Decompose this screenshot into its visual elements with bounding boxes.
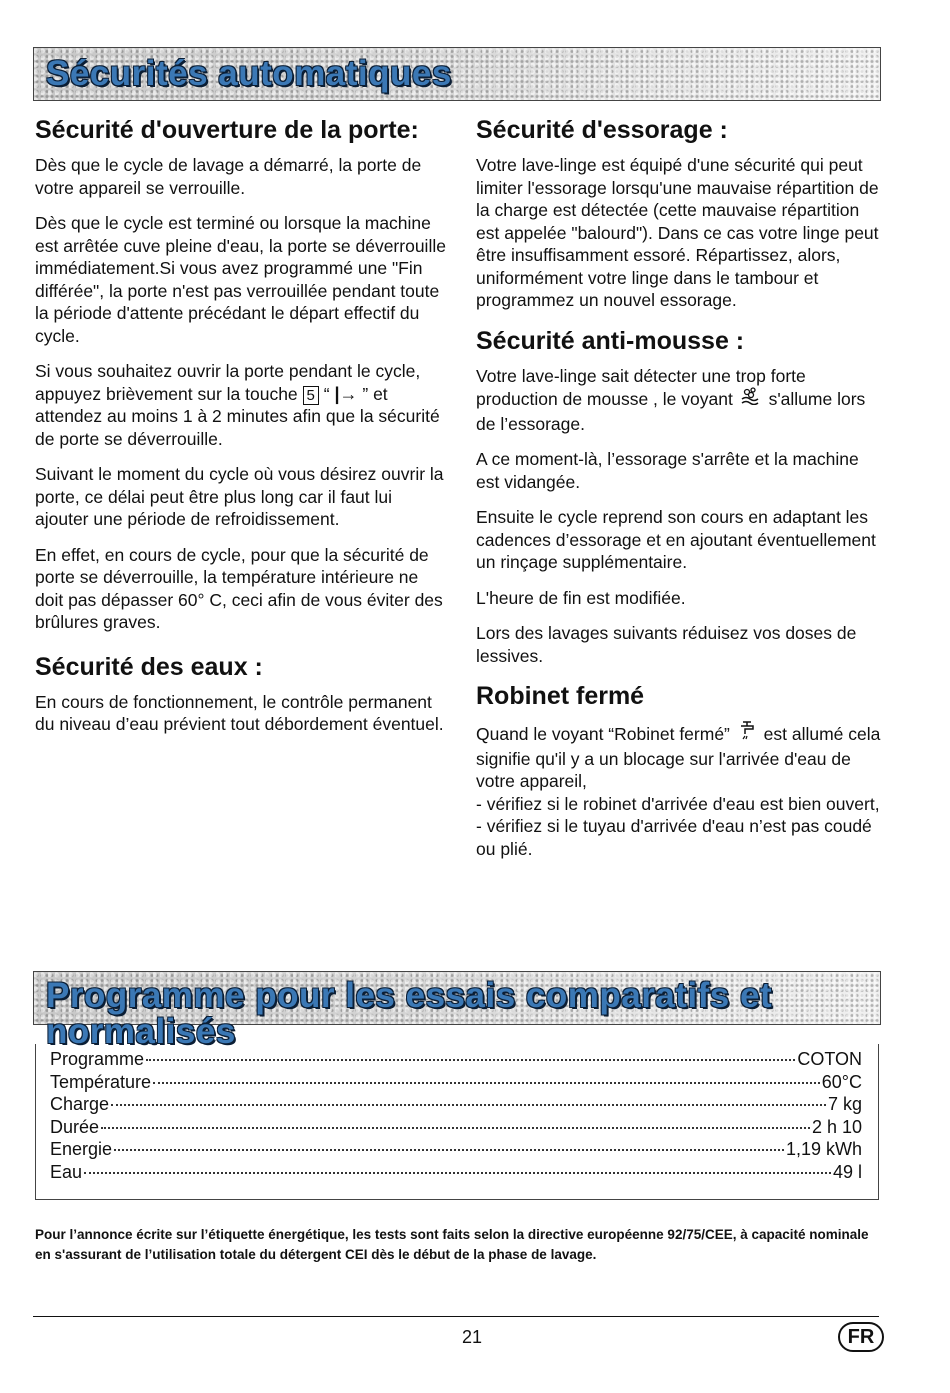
key-5-icon: 5 (303, 386, 319, 405)
section-banner-safety (33, 47, 881, 101)
door-paragraph-2: Dès que le cycle est terminé ou lorsque la machine est arrêtée cuve pleine d'eau, la porte se déverrouille immédiatement.Si vous avez programmé une "Fin différée", la porte n'est pas verrouillée pendant toute la période d'attente précédant le départ effectif du cycle. (35, 213, 446, 346)
heading-water-safety: Sécurité des eaux : (35, 652, 263, 681)
foam-indicator-icon (740, 387, 762, 413)
spec-label: Charge (50, 1094, 110, 1114)
footer-divider (33, 1316, 879, 1317)
spec-row-energy (50, 1138, 862, 1161)
foam-paragraph-1-text: Votre lave-linge sait détecter une trop forte production de mousse , le voyant (476, 365, 806, 409)
heading-tap-closed: Robinet fermé (476, 682, 645, 710)
spec-row-programme (50, 1048, 862, 1071)
door-paragraph-5: En effet, en cours de cycle, pour que la sécurité de porte se déverrouille, la température intérieure ne doit pas dépasser 60° C, ceci afin de vous éviter des brûlures graves. (35, 544, 443, 632)
tap-paragraph-1-text: Quand le voyant “Robinet fermé” (476, 724, 730, 744)
start-pause-arrow-icon: |→ (334, 383, 358, 404)
foam-paragraph-4: L'heure de fin est modifiée. (476, 587, 686, 608)
spec-row-water (50, 1161, 862, 1184)
spec-row-duration (50, 1116, 862, 1139)
test-program-specs (35, 1044, 879, 1200)
section-title-test-program (46, 978, 772, 1050)
section-title-safety: Sécurités automatiques (46, 54, 452, 93)
spec-value: 2 h 10 (811, 1116, 862, 1137)
left-column (35, 115, 450, 749)
foam-paragraph-1 (476, 365, 886, 436)
section-title-line-1: Programme pour les essais comparatifs et (46, 976, 773, 1015)
spec-value: 49 l (832, 1161, 862, 1182)
door-paragraph-4: Suivant le moment du cycle où vous désirez ouvrir la porte, ce délai peut être plus long car il faut lui ajouter une période de refroidissement. (35, 464, 444, 529)
section-title-line-2: normalisés (46, 1012, 236, 1051)
door-paragraph-3 (35, 360, 450, 450)
heading-foam-safety: Sécurité anti-mousse : (476, 326, 745, 355)
spec-label: Durée (50, 1116, 100, 1137)
section-banner-test-program (33, 971, 881, 1051)
spec-row-temperature (50, 1071, 862, 1094)
spec-label: Température (50, 1071, 152, 1092)
foam-paragraph-2: A ce moment-là, l’essorage s'arrête et la machine est vidangée. (476, 449, 859, 492)
spec-value: COTON (797, 1049, 862, 1069)
spec-value: 60°C (821, 1071, 862, 1092)
tap-paragraph-1-end: est allumé cela signifie qu'il y a un blocage sur l'arrivée d'eau de votre appareil, (476, 724, 881, 791)
tap-paragraph-2: - vérifiez si le robinet d'arrivée d'eau est bien ouvert, (476, 793, 880, 814)
spin-paragraph-1: Votre lave-linge est équipé d'une sécurité qui peut limiter l'essorage lorsqu'une mauvaise répartition de la charge est détectée (cette mauvaise répartition est appelée "balourd"). Dans ce cas votre linge peut être insuffisamment essoré. Répartissez, alors, uniformément votre linge dans le tambour et programmez un nouvel essorage. (476, 155, 879, 310)
heading-spin-safety: Sécurité d'essorage : (476, 116, 728, 144)
spec-row-charge (50, 1093, 862, 1116)
tap-paragraph-3: - vérifiez si le tuyau d'arrivée d'eau n’est pas coudé ou plié. (476, 816, 872, 859)
foam-paragraph-5: Lors des lavages suivants réduisez vos doses de lessives. (476, 623, 857, 666)
door-paragraph-3-end: ” et attendez au moins 1 à 2 minutes afin que la sécurité de porte se déverrouille. (35, 383, 440, 449)
water-paragraph-1: En cours de fonctionnement, le contrôle permanent du niveau d’eau prévient tout débordement éventuel. (35, 691, 444, 734)
heading-door-safety: Sécurité d'ouverture de la porte: (35, 116, 419, 144)
door-paragraph-3-text: Si vous souhaitez ouvrir la porte pendant le cycle, appuyez brièvement sur la touche (35, 361, 421, 404)
spec-value: 7 kg (827, 1094, 862, 1114)
foam-paragraph-3: Ensuite le cycle reprend son cours en adaptant les cadences d’essorage et en ajoutant éventuellement un rinçage supplémentaire. (476, 507, 876, 572)
tap-paragraph-1 (476, 720, 886, 793)
spec-label: Eau (50, 1161, 83, 1182)
energy-label-note: Pour l’annonce écrite sur l’étiquette énergétique, les tests sont faits selon la directive européenne 92/75/CEE, à capacité nominale en s'assurant de l’utilisation totale du détergent CEI dès le début de la phase de lavage. (35, 1227, 869, 1262)
spec-label: Programme (50, 1049, 145, 1069)
page-number: 21 (462, 1327, 483, 1347)
tap-indicator-icon (737, 720, 757, 748)
right-column (476, 115, 886, 873)
quote-open: “ (323, 383, 330, 404)
spec-label: Energie (50, 1139, 113, 1159)
door-paragraph-1: Dès que le cycle de lavage a démarré, la porte de votre appareil se verrouille. (35, 155, 422, 198)
language-badge: FR (838, 1322, 884, 1352)
foam-paragraph-1-end: s'allume lors de l’essorage. (476, 389, 866, 434)
spec-value: 1,19 kWh (785, 1139, 862, 1159)
